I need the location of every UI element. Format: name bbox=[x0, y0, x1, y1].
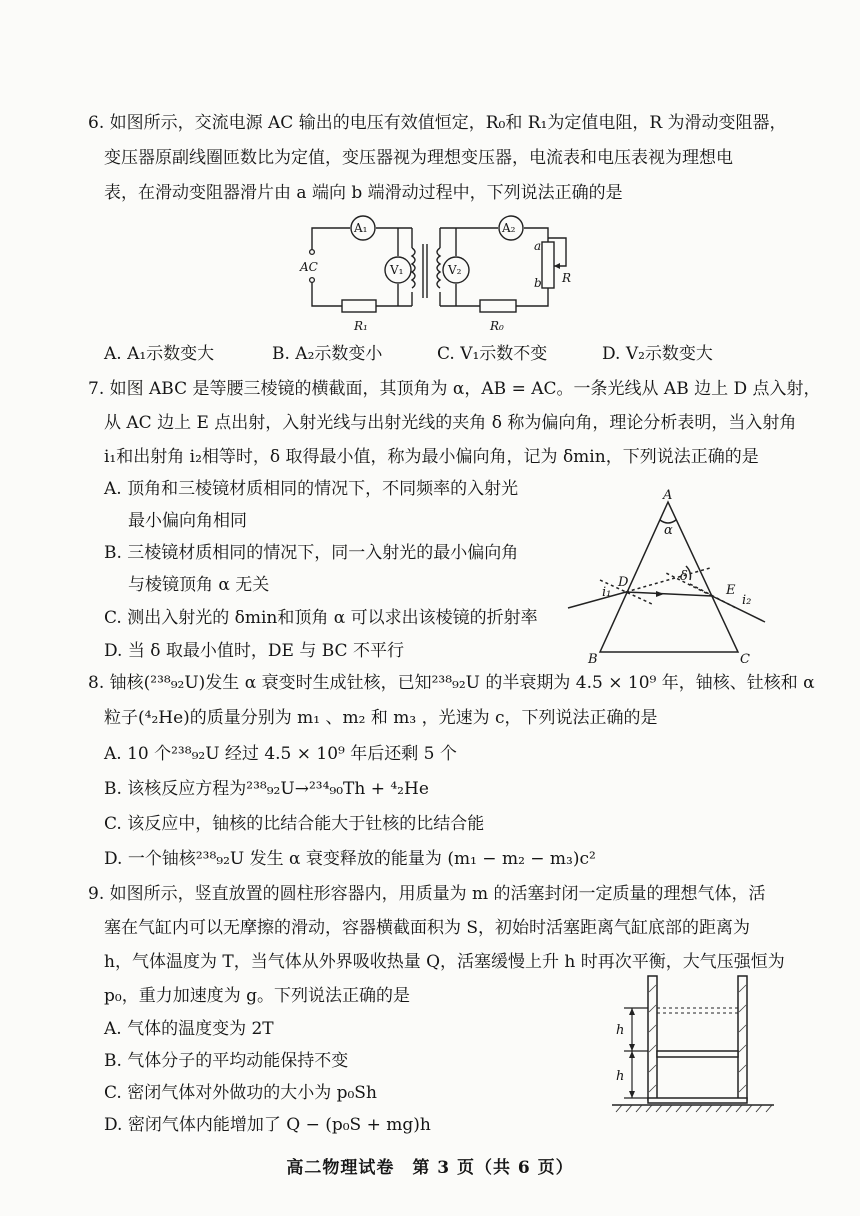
h-upper-label: h bbox=[616, 1023, 625, 1038]
label-v1: V₁ bbox=[390, 263, 404, 277]
label-r0: R₀ bbox=[490, 319, 504, 333]
label-b-end: b bbox=[534, 276, 542, 290]
q7-line-2: 从 AC 边上 E 点出射，入射光线与出射光线的夹角 δ 称为偏向角，理论分析表明，当入射角 bbox=[104, 413, 797, 433]
vertex-c-label: C bbox=[740, 652, 750, 666]
q9-line-1: 9. 如图所示，竖直放置的圆柱形容器内，用质量为 m 的活塞封闭一定质量的理想气体，活 bbox=[88, 884, 766, 904]
q9-cylinder-diagram bbox=[608, 972, 778, 1122]
vertex-a-label: A bbox=[663, 488, 673, 503]
q9-option-a: A. 气体的温度变为 2T bbox=[104, 1019, 274, 1039]
label-a2: A₂ bbox=[502, 221, 516, 235]
q6-circuit-diagram bbox=[290, 210, 590, 338]
q8-option-b: B. 该核反应方程为²³⁸₉₂U→²³⁴₉₀Th + ⁴₂He bbox=[104, 779, 429, 799]
resistor-r1 bbox=[342, 300, 376, 312]
q9-option-d: D. 密闭气体内能增加了 Q − (p₀S + mg)h bbox=[104, 1115, 431, 1135]
i1-label: i₁ bbox=[602, 585, 612, 600]
q7-option-c: C. 测出入射光的 δmin和顶角 α 可以求出该棱镜的折射率 bbox=[104, 608, 538, 628]
q8-line-2: 粒子(⁴₂He)的质量分别为 m₁ 、m₂ 和 m₃ ，光速为 c，下列说法正确的是 bbox=[104, 708, 658, 728]
piston bbox=[657, 1051, 738, 1057]
q7-option-b: B. 三棱镜材质相同的情况下，同一入射光的最小偏向角 bbox=[104, 543, 519, 563]
h-lower-label: h bbox=[616, 1069, 625, 1084]
q6-line-3: 表，在滑动变阻器滑片由 a 端向 b 端滑动过程中，下列说法正确的是 bbox=[104, 183, 623, 203]
q7-option-a-cont: 最小偏向角相同 bbox=[128, 511, 247, 531]
q6-option-c: C. V₁示数不变 bbox=[437, 344, 548, 364]
q9-option-c: C. 密闭气体对外做功的大小为 p₀Sh bbox=[104, 1083, 377, 1103]
q8-option-d: D. 一个铀核²³⁸₉₂U 发生 α 衰变释放的能量为 (m₁ − m₂ − m₃)c² bbox=[104, 849, 596, 869]
q9-line-3: h，气体温度为 T，当气体从外界吸收热量 Q，活塞缓慢上升 h 时再次平衡，大气压强恒为 bbox=[104, 952, 785, 972]
q6-line-1: 6. 如图所示，交流电源 AC 输出的电压有效值恒定，R₀和 R₁为定值电阻，R 为滑动变阻器， bbox=[88, 113, 787, 133]
q7-prism-diagram bbox=[560, 488, 780, 666]
alpha-label: α bbox=[664, 523, 673, 538]
rheostat-r bbox=[542, 242, 554, 288]
q8-option-a: A. 10 个²³⁸₉₂U 经过 4.5 × 10⁹ 年后还剩 5 个 bbox=[104, 744, 457, 764]
vertex-b-label: B bbox=[588, 652, 598, 666]
resistor-r0 bbox=[480, 300, 516, 312]
label-a-end: a bbox=[534, 239, 542, 253]
q9-line-4: p₀，重力加速度为 g。下列说法正确的是 bbox=[104, 986, 410, 1006]
label-r1: R₁ bbox=[354, 319, 368, 333]
label-r: R bbox=[562, 271, 572, 285]
q7-line-3: i₁和出射角 i₂相等时，δ 取得最小值，称为最小偏向角，记为 δmin，下列说法正确的是 bbox=[104, 447, 759, 467]
q9-line-2: 塞在气缸内可以无摩擦的滑动，容器横截面积为 S，初始时活塞距离气缸底部的距离为 bbox=[104, 918, 751, 938]
label-a1: A₁ bbox=[354, 221, 368, 235]
i2-label: i₂ bbox=[742, 593, 752, 608]
q6-option-b: B. A₂示数变小 bbox=[272, 344, 383, 364]
delta-label: δ bbox=[680, 569, 688, 584]
q7-option-a: A. 顶角和三棱镜材质相同的情况下，不同频率的入射光 bbox=[104, 479, 519, 499]
point-e-label: E bbox=[726, 583, 736, 598]
q9-option-b: B. 气体分子的平均动能保持不变 bbox=[104, 1051, 349, 1071]
q7-option-b-cont: 与棱镜顶角 α 无关 bbox=[128, 575, 270, 595]
q8-line-1: 8. 铀核(²³⁸₉₂U)发生 α 衰变时生成钍核，已知²³⁸₉₂U 的半衰期为 4.5 × 10⁹ 年，铀核、钍核和 α bbox=[88, 673, 815, 693]
label-ac: AC bbox=[300, 260, 318, 274]
q6-option-d: D. V₂示数变大 bbox=[602, 344, 713, 364]
q6-line-2: 变压器原副线圈匝数比为定值，变压器视为理想变压器，电流表和电压表视为理想电 bbox=[104, 148, 733, 168]
q8-option-c: C. 该反应中，铀核的比结合能大于钍核的比结合能 bbox=[104, 814, 485, 834]
label-v2: V₂ bbox=[448, 263, 462, 277]
q7-option-d: D. 当 δ 取最小值时，DE 与 BC 不平行 bbox=[104, 641, 404, 661]
point-d-label: D bbox=[618, 575, 629, 590]
q7-line-1: 7. 如图 ABC 是等腰三棱镜的横截面，其顶角为 α，AB = AC。一条光线从 AB 边上 D 点入射， bbox=[88, 379, 821, 399]
q6-option-a: A. A₁示数变大 bbox=[104, 344, 215, 364]
page-footer: 高二物理试卷 第 3 页（共 6 页） bbox=[286, 1158, 574, 1178]
